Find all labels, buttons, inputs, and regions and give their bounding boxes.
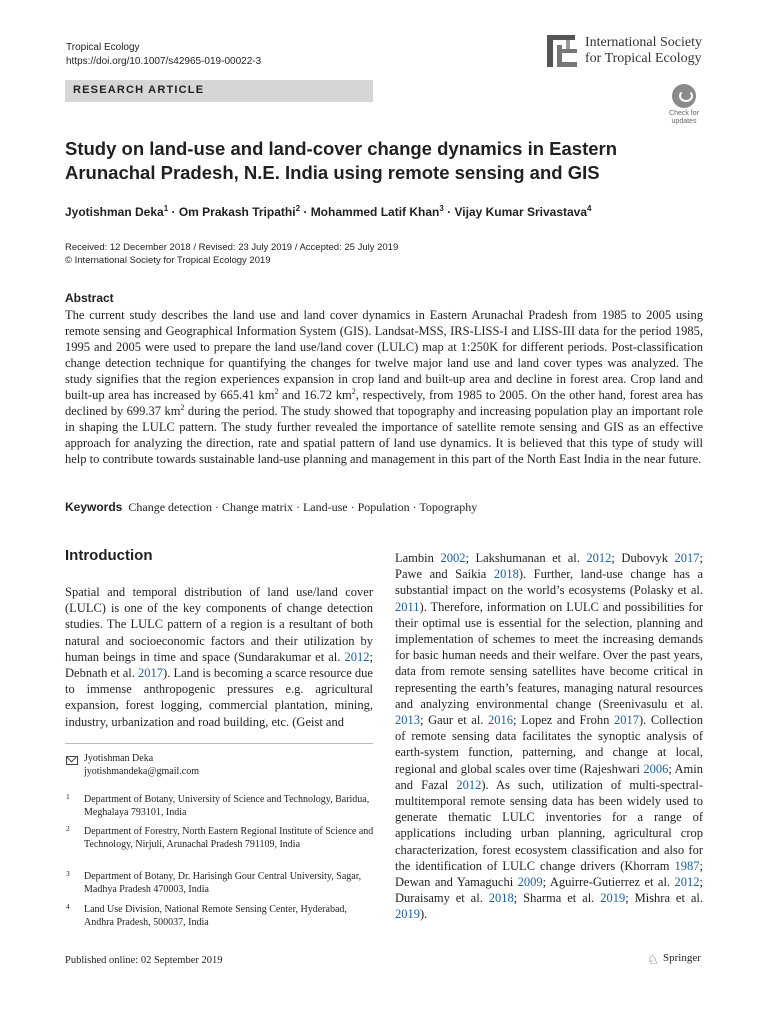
envelope-icon — [66, 756, 78, 765]
citation-link[interactable]: 2006 — [643, 761, 669, 776]
footnote-divider — [65, 743, 373, 744]
body-text: ). — [420, 907, 428, 922]
journal-name: Tropical Ecology — [66, 42, 140, 53]
article-type-label: RESEARCH ARTICLE — [73, 84, 205, 96]
citation-link[interactable]: 2018 — [488, 891, 514, 906]
citation-link[interactable]: 2012 — [586, 551, 612, 565]
body-text: ; Lopez and Frohn — [513, 713, 615, 728]
author-name[interactable]: Vijay Kumar Srivastava — [454, 205, 588, 219]
abstract-text-part: and 16.72 km — [278, 388, 352, 402]
body-text: ; Pawe and Saikia — [395, 551, 703, 582]
body-text: ; Aguirre-Gutierrez et al. — [542, 875, 675, 890]
citation-link[interactable]: 2012 — [344, 649, 370, 664]
citation-link[interactable]: 2009 — [517, 875, 543, 890]
abstract-text-part: The current study describes the land use and land cover dynamics in Eastern Arunachal Pradesh from 1985 to 2005 using remote sensing and Geographical Information System (GIS). Landsat-MSS, IRS-LISS-I and LISS-III data for the period 1985, 1995 and 2005 were used to prepare the land use/land cover (LULC) map at 1:250K for different periods. Post-classification change detection technique for quantifying the changes for twelve major land use and land cover types was analyzed. The study signifies that the region experiences expansion in crop land and built-up area and decline in forest area. Crop land and built-up area has increased by 665.41 km — [65, 308, 703, 402]
body-text: ; Debnath et al. — [65, 649, 373, 681]
citation-link[interactable]: 2017 — [138, 666, 164, 681]
body-text: ; Mishra et al. — [625, 891, 703, 906]
author-name[interactable]: Jyotishman Deka — [65, 205, 164, 219]
body-text: ). Collection of remote sensing data facilitates the synoptic analysis of earth-system function, patterning, and change at local, regional and global scales over time (Rajeshwari — [395, 713, 703, 776]
citation-link[interactable]: 2018 — [493, 567, 519, 582]
copyright-line: © International Society for Tropical Ecology 2019 — [65, 255, 271, 266]
society-logo-icon — [547, 33, 579, 69]
citation-link[interactable]: 2002 — [440, 551, 466, 565]
body-text: ). Therefore, information on LULC and possibilities for their optimal use is essential for the selection, planning and implementation of schemes to meet the increasing demands for basic human needs and their welfare. Over the past years, data from remote sensing satellites have become critical in representing the earth’s features, managing natural resources and analyzing environmental change (Sreenivasulu et al. — [395, 599, 703, 711]
citation-link[interactable]: 2019 — [395, 907, 420, 922]
affiliation-text: Department of Forestry, North Eastern Regional Institute of Science and Technology, Nirjuli, Arunachal Pradesh 791109, India — [84, 826, 374, 850]
affiliation-number: 3 — [66, 869, 70, 878]
author-list: Jyotishman Deka$^1$ · Om Prakash Tripathi$^2$ · Mohammed Latif Khan$^3$ · Vijay Kumar Srivastava$^4$ — [65, 204, 592, 219]
citation-link[interactable]: 2016 — [488, 713, 514, 728]
author-name[interactable]: Om Prakash Tripathi — [178, 205, 296, 219]
abstract-text — [65, 307, 703, 467]
corresponding-author-email[interactable]: jyotishmandeka@gmail.com — [84, 766, 200, 777]
check-updates-icon — [672, 84, 696, 108]
superscript: 2 — [351, 386, 356, 396]
society-name-line1: International Society — [585, 35, 703, 50]
author-affiliation-number: 1 — [163, 204, 169, 213]
publisher-name: Springer — [663, 952, 701, 964]
keywords-line — [65, 500, 705, 515]
abstract-text-part: , respectively, from 1985 to 2005. On the other hand, forest area has declined by 699.37 km — [65, 388, 704, 418]
author-affiliation-number: 4 — [587, 204, 592, 213]
affiliation-text: Department of Botany, University of Science and Technology, Baridua, Meghalaya 793101, India — [84, 794, 370, 818]
article-type-banner — [65, 80, 373, 102]
author-affiliation-number: 3 — [439, 204, 444, 213]
author-affiliation-number: 2 — [295, 204, 301, 213]
citation-link[interactable]: 2013 — [395, 713, 420, 728]
affiliation-number: 4 — [66, 902, 70, 911]
society-name — [585, 35, 702, 67]
citation-link[interactable]: 2012 — [674, 875, 700, 890]
published-online-date: Published online: 02 September 2019 — [65, 955, 223, 966]
corresponding-author — [84, 752, 199, 778]
citation-link[interactable]: 2017 — [674, 551, 700, 565]
body-text: ; Dewan and Yamaguchi — [395, 858, 703, 890]
body-text: ). Further, land-use change has a substantial impact on the world’s ecosystems (Polasky et al. — [395, 567, 703, 598]
article-title: Study on land-use and land-cover change dynamics in Eastern Arunachal Pradesh, N.E. India using remote sensing and GIS — [65, 138, 618, 183]
corresponding-author-name: Jyotishman Deka — [84, 753, 154, 764]
body-text: ). Land is becoming a scarce resource due to immense anthropogenic pressures e.g. agricultural expansion, forest logging, commercial plantation, mining, industry, urbanization and road building, etc. (Geist and — [65, 666, 373, 729]
body-text: Spatial and temporal distribution of land use/land cover (LULC) is one of the key components of change detection studies. The LULC pattern of a region is a resultant of both natural and socioeconomic factors and their utilization by human beings in time and space (Sundarakumar et al. — [65, 585, 373, 664]
affiliation-text: Land Use Division, National Remote Sensing Center, Hyderabad, Andhra Pradesh, 500037, India — [84, 904, 347, 928]
affiliation-number: 2 — [66, 824, 70, 833]
citation-link[interactable]: 1987 — [674, 858, 700, 873]
citation-link[interactable]: 2011 — [395, 599, 420, 614]
article-history — [65, 241, 398, 267]
affiliation-number: 1 — [66, 792, 70, 801]
superscript: 2 — [180, 402, 185, 412]
body-text: ; Dubovyk — [611, 551, 675, 565]
affiliation-text: Department of Botany, Dr. Harisingh Gour Central University, Sagar, Madhya Pradesh 470003, India — [84, 871, 362, 895]
journal-header — [66, 41, 261, 69]
keywords-heading: Keywords — [65, 500, 123, 514]
citation-link[interactable]: 2019 — [600, 891, 626, 906]
abstract-text-part: during the period. The study showed that topography and increasing population play an important role in shaping the LULC pattern. The study further revealed the importance of satellite remote sensing and GIS as an effective approach for analyzing the direction, rate and spatial pattern of land use dynamics. It is believed that this type of study will help to contribute towards sustainable land-use planning and management in this part of the North East India in the near future. — [65, 404, 703, 466]
body-text: ). As such, utilization of multi-spectral-multitemporal remote sensing data has been widely used to generate thematic LULC inventories for a range of applications including urban planning, agricultural crop characterization, forest ecosystem classification and also for the identification of LULC change drivers (Khorram — [395, 777, 703, 873]
body-text: ; Duraisamy et al. — [395, 875, 703, 906]
author-name[interactable]: Mohammed Latif Khan — [310, 205, 440, 219]
society-name-line2: for Tropical Ecology — [585, 51, 702, 66]
body-text: Lambin — [395, 551, 441, 565]
body-text: ; Gaur et al. — [420, 713, 489, 728]
superscript: 2 — [274, 386, 279, 396]
citation-link[interactable]: 2017 — [614, 713, 640, 728]
history-dates: Received: 12 December 2018 / Revised: 23 July 2019 / Accepted: 25 July 2019 — [65, 242, 399, 253]
abstract-heading: Abstract — [65, 291, 114, 305]
check-for-updates-button[interactable] — [664, 84, 704, 126]
introduction-heading: Introduction — [65, 547, 153, 564]
body-text: ; Sharma et al. — [513, 891, 601, 906]
citation-link[interactable]: 2012 — [456, 777, 482, 792]
body-text: ; Lakshumanan et al. — [465, 551, 587, 565]
springer-horse-icon: ♘ — [647, 952, 659, 967]
check-updates-label: Check for updates — [669, 110, 699, 125]
keywords-list: Change detection · Change matrix · Land-use · Population · Topography — [128, 500, 478, 514]
introduction-text-right — [395, 550, 703, 923]
introduction-text-left — [65, 584, 373, 730]
doi-link[interactable]: https://doi.org/10.1007/s42965-019-00022-3 — [66, 56, 262, 67]
body-text: ; Amin and Fazal — [395, 761, 703, 792]
